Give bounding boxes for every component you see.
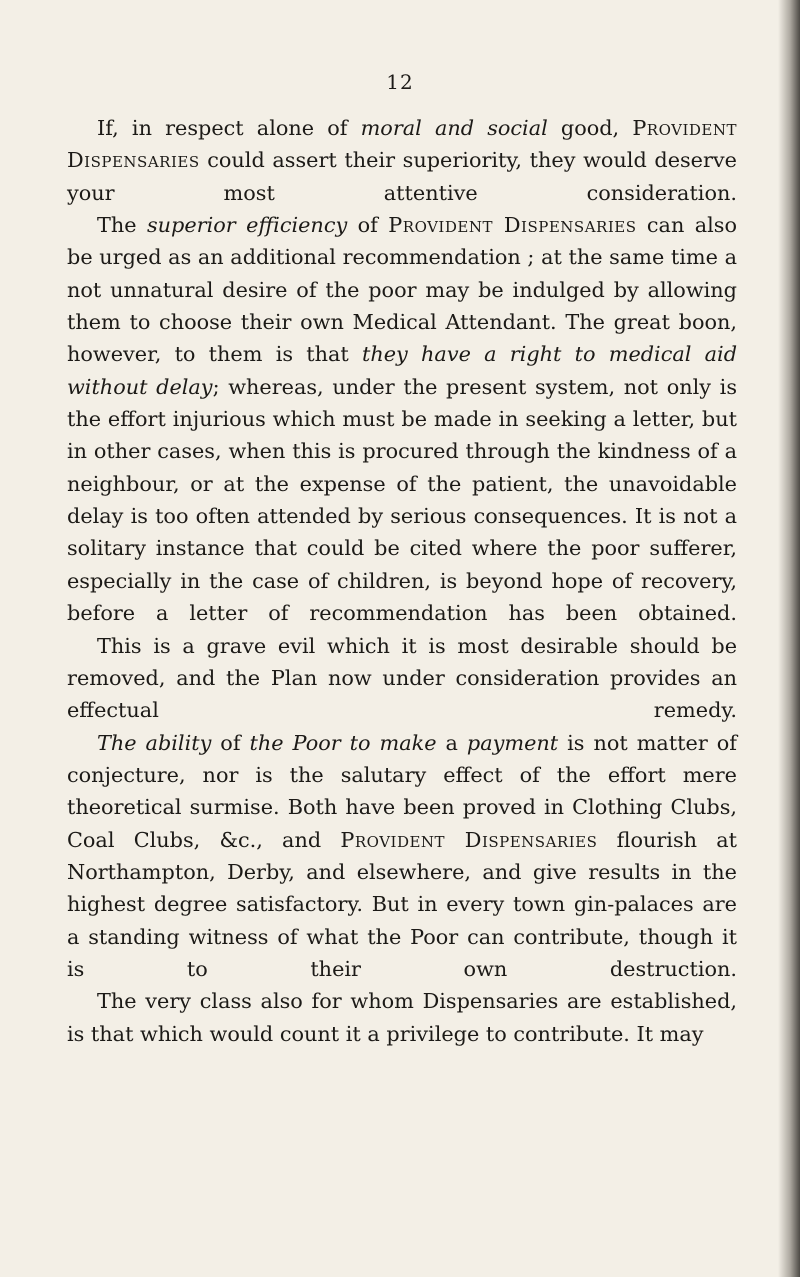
small-caps-text: Provident Dispensaries <box>67 116 737 173</box>
small-caps-text: Provident Dispensaries <box>340 827 598 852</box>
italic-text: payment <box>466 730 559 755</box>
text-run: The very class also for whom Dispensaries are established, is that which would count it a privilege to contribute. It may <box>67 989 737 1046</box>
text-run: is not matter of conjecture, nor is the salutary effect of the effort mere theoretical surmise. Both have been proved in Clothing Clubs, Coal Clubs, &c., and <box>67 730 737 852</box>
paragraph <box>67 985 737 1050</box>
page-number: 12 <box>386 70 414 94</box>
text-run: of <box>211 730 250 755</box>
text-run: flourish at Northampton, Derby, and elsewhere, and give results in the highest degree satisfactory. But in every town gin-palaces are a standing witness of what the Poor can contribute, though it is to their own destruction. <box>67 827 737 981</box>
text-run: could assert their superiority, they would deserve your most attentive consideration. <box>67 148 737 205</box>
text-run: good, <box>547 116 633 140</box>
paragraph <box>67 209 737 629</box>
paragraph <box>67 727 737 986</box>
text-run: of <box>347 213 389 238</box>
text-run: ; whereas, under the present system, not only is the effort injurious which must be made in seeking a letter, but in other cases, when this is procured through the kindness of a neighbour, or at the expense of the patient, the unavoidable delay is too often attended by serious consequences. It is not a solitary instance that could be cited where the poor sufferer, especially in the case of children, is beyond hope of recovery, before a letter of recommendation has been obtained. <box>67 374 737 626</box>
small-caps-text: Provident Dispensaries <box>388 213 637 238</box>
body-text <box>67 112 737 1050</box>
italic-text: moral and social <box>360 116 548 140</box>
text-run: a <box>436 730 467 755</box>
paragraph <box>67 112 737 209</box>
text-run: This is a grave evil which it is most desirable should be removed, and the Plan now under consideration provides an effectual remedy. <box>67 633 737 723</box>
binding-shadow <box>778 0 800 1277</box>
italic-text: superior efficiency <box>146 213 348 238</box>
italic-text: The ability <box>97 730 212 755</box>
text-run: can also be urged as an additional recommendation ; at the same time a not unnatural desire of the poor may be indulged by allowing them to choose their own Medical Attendant. The great boon, however, to them is that <box>67 213 737 367</box>
italic-text: they have a right to medical aid without delay <box>67 342 738 399</box>
paragraph <box>67 630 737 727</box>
text-run: If, in respect alone of <box>97 116 361 140</box>
text-run: The <box>97 213 147 238</box>
italic-text: the Poor to make <box>249 730 437 755</box>
